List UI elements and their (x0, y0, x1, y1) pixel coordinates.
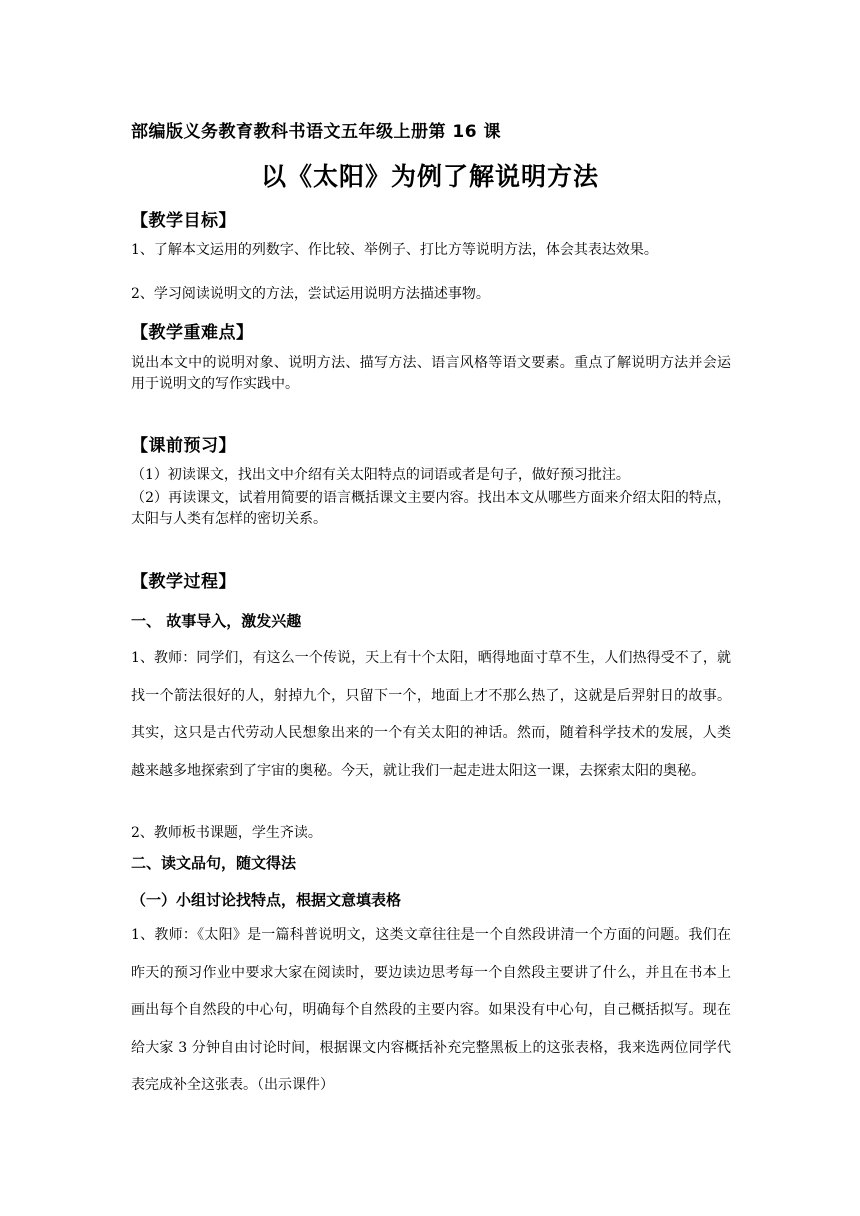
preview-item-2: （2）再读课文，试着用简要的语言概括课文主要内容。找出本文从哪些方面来介绍太阳的特点，太阳与人类有怎样的密切关系。 (131, 490, 731, 527)
section-2-title: 二、读文品句，随文得法 (131, 854, 297, 872)
section-1-title: 一、 故事导入，激发兴趣 (131, 612, 302, 630)
key-points-heading: 【教学重难点】 (131, 323, 254, 343)
preview-heading: 【课前预习】 (131, 436, 236, 456)
section-2-para-1: 1、教师：《太阳》是一篇科普说明文，这类文章往往是一个自然段讲清一个方面的问题。我们在昨天的预习作业中要求大家在阅读时，要边读边思考每一个自然段主要讲了什么，并且在书本上画出每个自然段的中心句，明确每个自然段的主要内容。如果没有中心句，自己概括拟写。现在给大家 3 分钟自由讨论时间，根据课文内容概括补充完整黑板上的这张表格，我来选两位同学代表完成补全这张表。（出示课件） (131, 927, 731, 1093)
objectives-heading: 【教学目标】 (131, 211, 236, 231)
objective-item-1: 1、了解本文运用的列数字、作比较、举例子、打比方等说明方法，体会其表达效果。 (131, 242, 658, 258)
lesson-subtitle: 部编版义务教育教科书语文五年级上册第 16 课 (131, 122, 501, 142)
preview-item-1: （1）初读课文，找出文中介绍有关太阳特点的词语或者是句子，做好预习批注。 (131, 467, 630, 483)
objective-item-2: 2、学习阅读说明文的方法，尝试运用说明方法描述事物。 (131, 286, 490, 302)
section-1-para-1: 1、教师：同学们，有这么一个传说，天上有十个太阳，晒得地面寸草不生，人们热得受不了，就找一个箭法很好的人，射掉九个，只留下一个，地面上才不那么热了，这就是后羿射日的故事。其实，这只是古代劳动人民想象出来的一个有关太阳的神话。然而，随着科学技术的发展，人类越来越多地探索到了宇宙的奥秘。今天，就让我们一起走进太阳这一课，去探索太阳的奥秘。 (131, 650, 731, 779)
section-1-para-2: 2、教师板书课题，学生齐读。 (131, 825, 322, 841)
key-points-text: 说出本文中的说明对象、说明方法、描写方法、语言风格等语文要素。重点了解说明方法并会运用于说明文的写作实践中。 (131, 355, 731, 392)
process-heading: 【教学过程】 (131, 572, 236, 592)
lesson-title: 以《太阳》为例了解说明方法 (260, 162, 599, 191)
section-2-sub-1: （一）小组讨论找特点，根据文意填表格 (131, 891, 402, 909)
